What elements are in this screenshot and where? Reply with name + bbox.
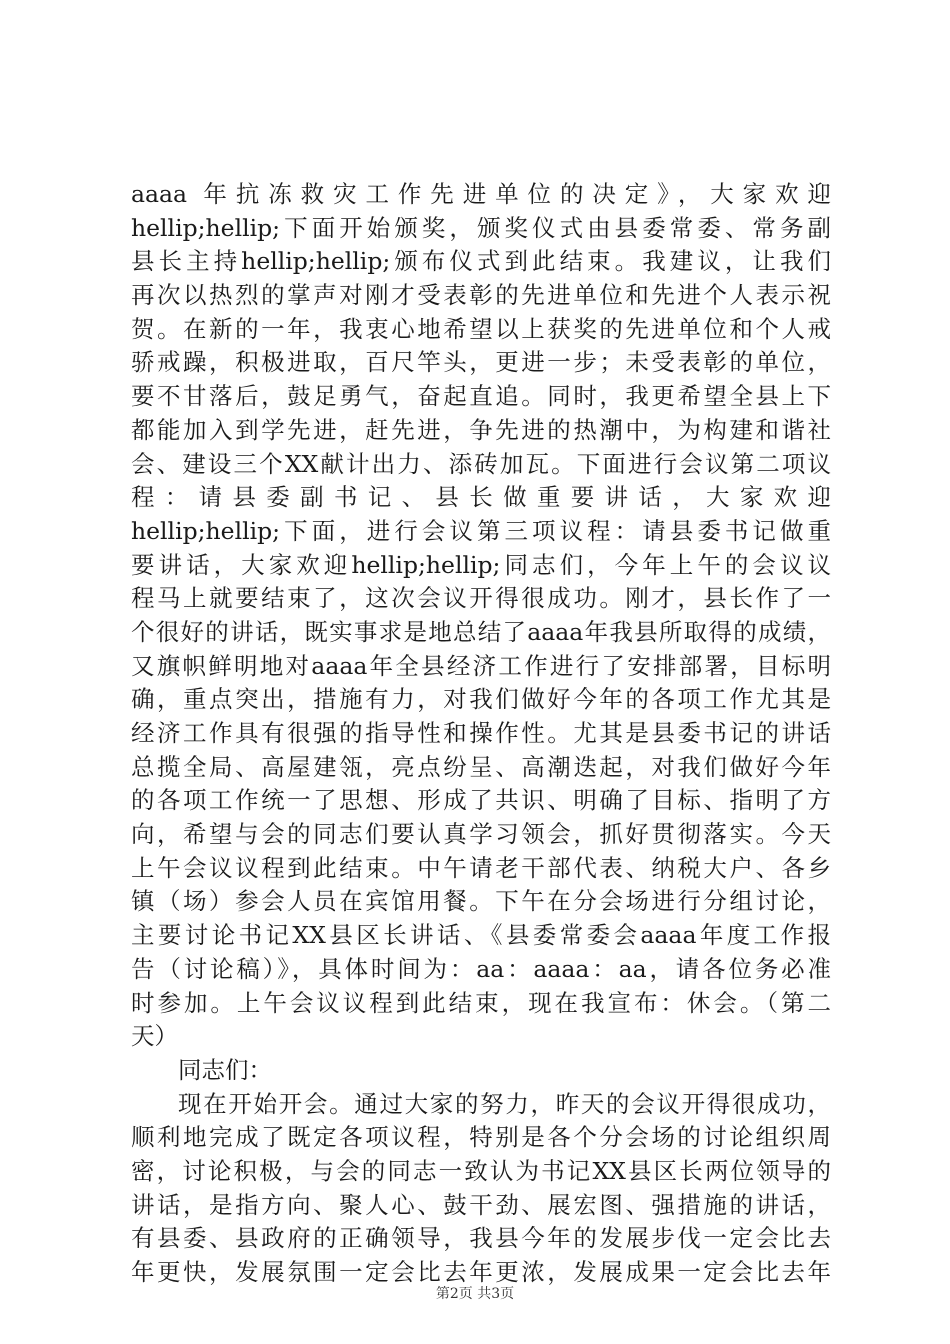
text-line: 时参加。上午会议议程到此结束，现在我宣布：休会。（第二 xyxy=(131,988,831,1017)
text-line: 主要讨论书记XX县区长讲话、《县委常委会aaaa年度工作报 xyxy=(131,921,831,950)
text-line: 密，讨论积极，与会的同志一致认为书记XX县区长两位领导的 xyxy=(131,1156,831,1185)
text-line: 讲话，是指方向、聚人心、鼓干劲、展宏图、强措施的讲话， xyxy=(131,1190,831,1219)
text-line: aaaa 年抗冻救灾工作先进单位的决定》，大家欢迎 xyxy=(131,180,831,208)
text-line: 向，希望与会的同志们要认真学习领会，抓好贯彻落实。今天 xyxy=(131,820,831,849)
text-line: 经济工作具有很强的指导性和操作性。尤其是县委书记的讲话 xyxy=(131,719,831,747)
text-line: 总揽全局、高屋建瓴，亮点纷呈、高潮迭起，对我们做好今年 xyxy=(131,752,831,781)
text-line: 程马上就要结束了，这次会议开得很成功。刚才，县长作了一 xyxy=(131,584,831,613)
text-line: 告（讨论稿）》，具体时间为：aa：aaaa：aa，请各位务必准 xyxy=(131,954,831,983)
text-line: 骄戒躁，积极进取，百尺竿头，更进一步；未受表彰的单位， xyxy=(131,348,831,377)
text-line: 贺。在新的一年，我衷心地希望以上获奖的先进单位和个人戒 xyxy=(131,314,831,343)
text-line: 个很好的讲话，既实事求是地总结了aaaa年我县所取得的成绩， xyxy=(131,617,831,646)
text-line: 顺利地完成了既定各项议程，特别是各个分会场的讨论组织周 xyxy=(131,1123,831,1152)
text-line: hellip;hellip;下面，进行会议第三项议程：请县委书记做重 xyxy=(131,516,831,545)
text-line: 确，重点突出，措施有力，对我们做好今年的各项工作尤其是 xyxy=(131,685,831,714)
text-line: 又旗帜鲜明地对aaaa年全县经济工作进行了安排部署，目标明 xyxy=(131,651,831,680)
text-line: 会、建设三个XX献计出力、添砖加瓦。下面进行会议第二项议 xyxy=(131,449,831,478)
salutation-line: 同志们： xyxy=(178,1055,272,1084)
text-line: 的各项工作统一了思想、形成了共识、明确了目标、指明了方 xyxy=(131,786,831,815)
text-line: 再次以热烈的掌声对刚才受表彰的先进单位和先进个人表示祝 xyxy=(131,281,831,310)
page-footer xyxy=(0,1283,950,1303)
text-line: hellip;hellip;下面开始颁奖，颁奖仪式由县委常委、常务副 xyxy=(131,213,831,242)
document-body xyxy=(131,178,831,1290)
text-line: 要不甘落后，鼓足勇气，奋起直追。同时，我更希望全县上下 xyxy=(131,382,831,411)
text-line: 县长主持hellip;hellip;颁布仪式到此结束。我建议，让我们 xyxy=(131,247,831,276)
text-line: 都能加入到学先进，赶先进，争先进的热潮中，为构建和谐社 xyxy=(131,415,831,444)
page-number-label: 第2页 共3页 xyxy=(435,1286,515,1302)
text-line: 天） xyxy=(131,1022,178,1051)
text-line: 镇（场）参会人员在宾馆用餐。下午在分会场进行分组讨论， xyxy=(131,887,831,916)
text-line: 程：请县委副书记、县长做重要讲话，大家欢迎 xyxy=(131,483,831,512)
paragraph-first-line: 现在开始开会。通过大家的努力，昨天的会议开得很成功， xyxy=(178,1089,831,1118)
text-line: 有县委、县政府的正确领导，我县今年的发展步伐一定会比去 xyxy=(131,1224,831,1253)
text-line: 年更快，发展氛围一定会比去年更浓，发展成果一定会比去年 xyxy=(131,1258,831,1286)
text-line: 要讲话，大家欢迎hellip;hellip;同志们，今年上午的会议议 xyxy=(131,550,831,579)
text-line: 上午会议议程到此结束。中午请老干部代表、纳税大户、各乡 xyxy=(131,853,831,882)
